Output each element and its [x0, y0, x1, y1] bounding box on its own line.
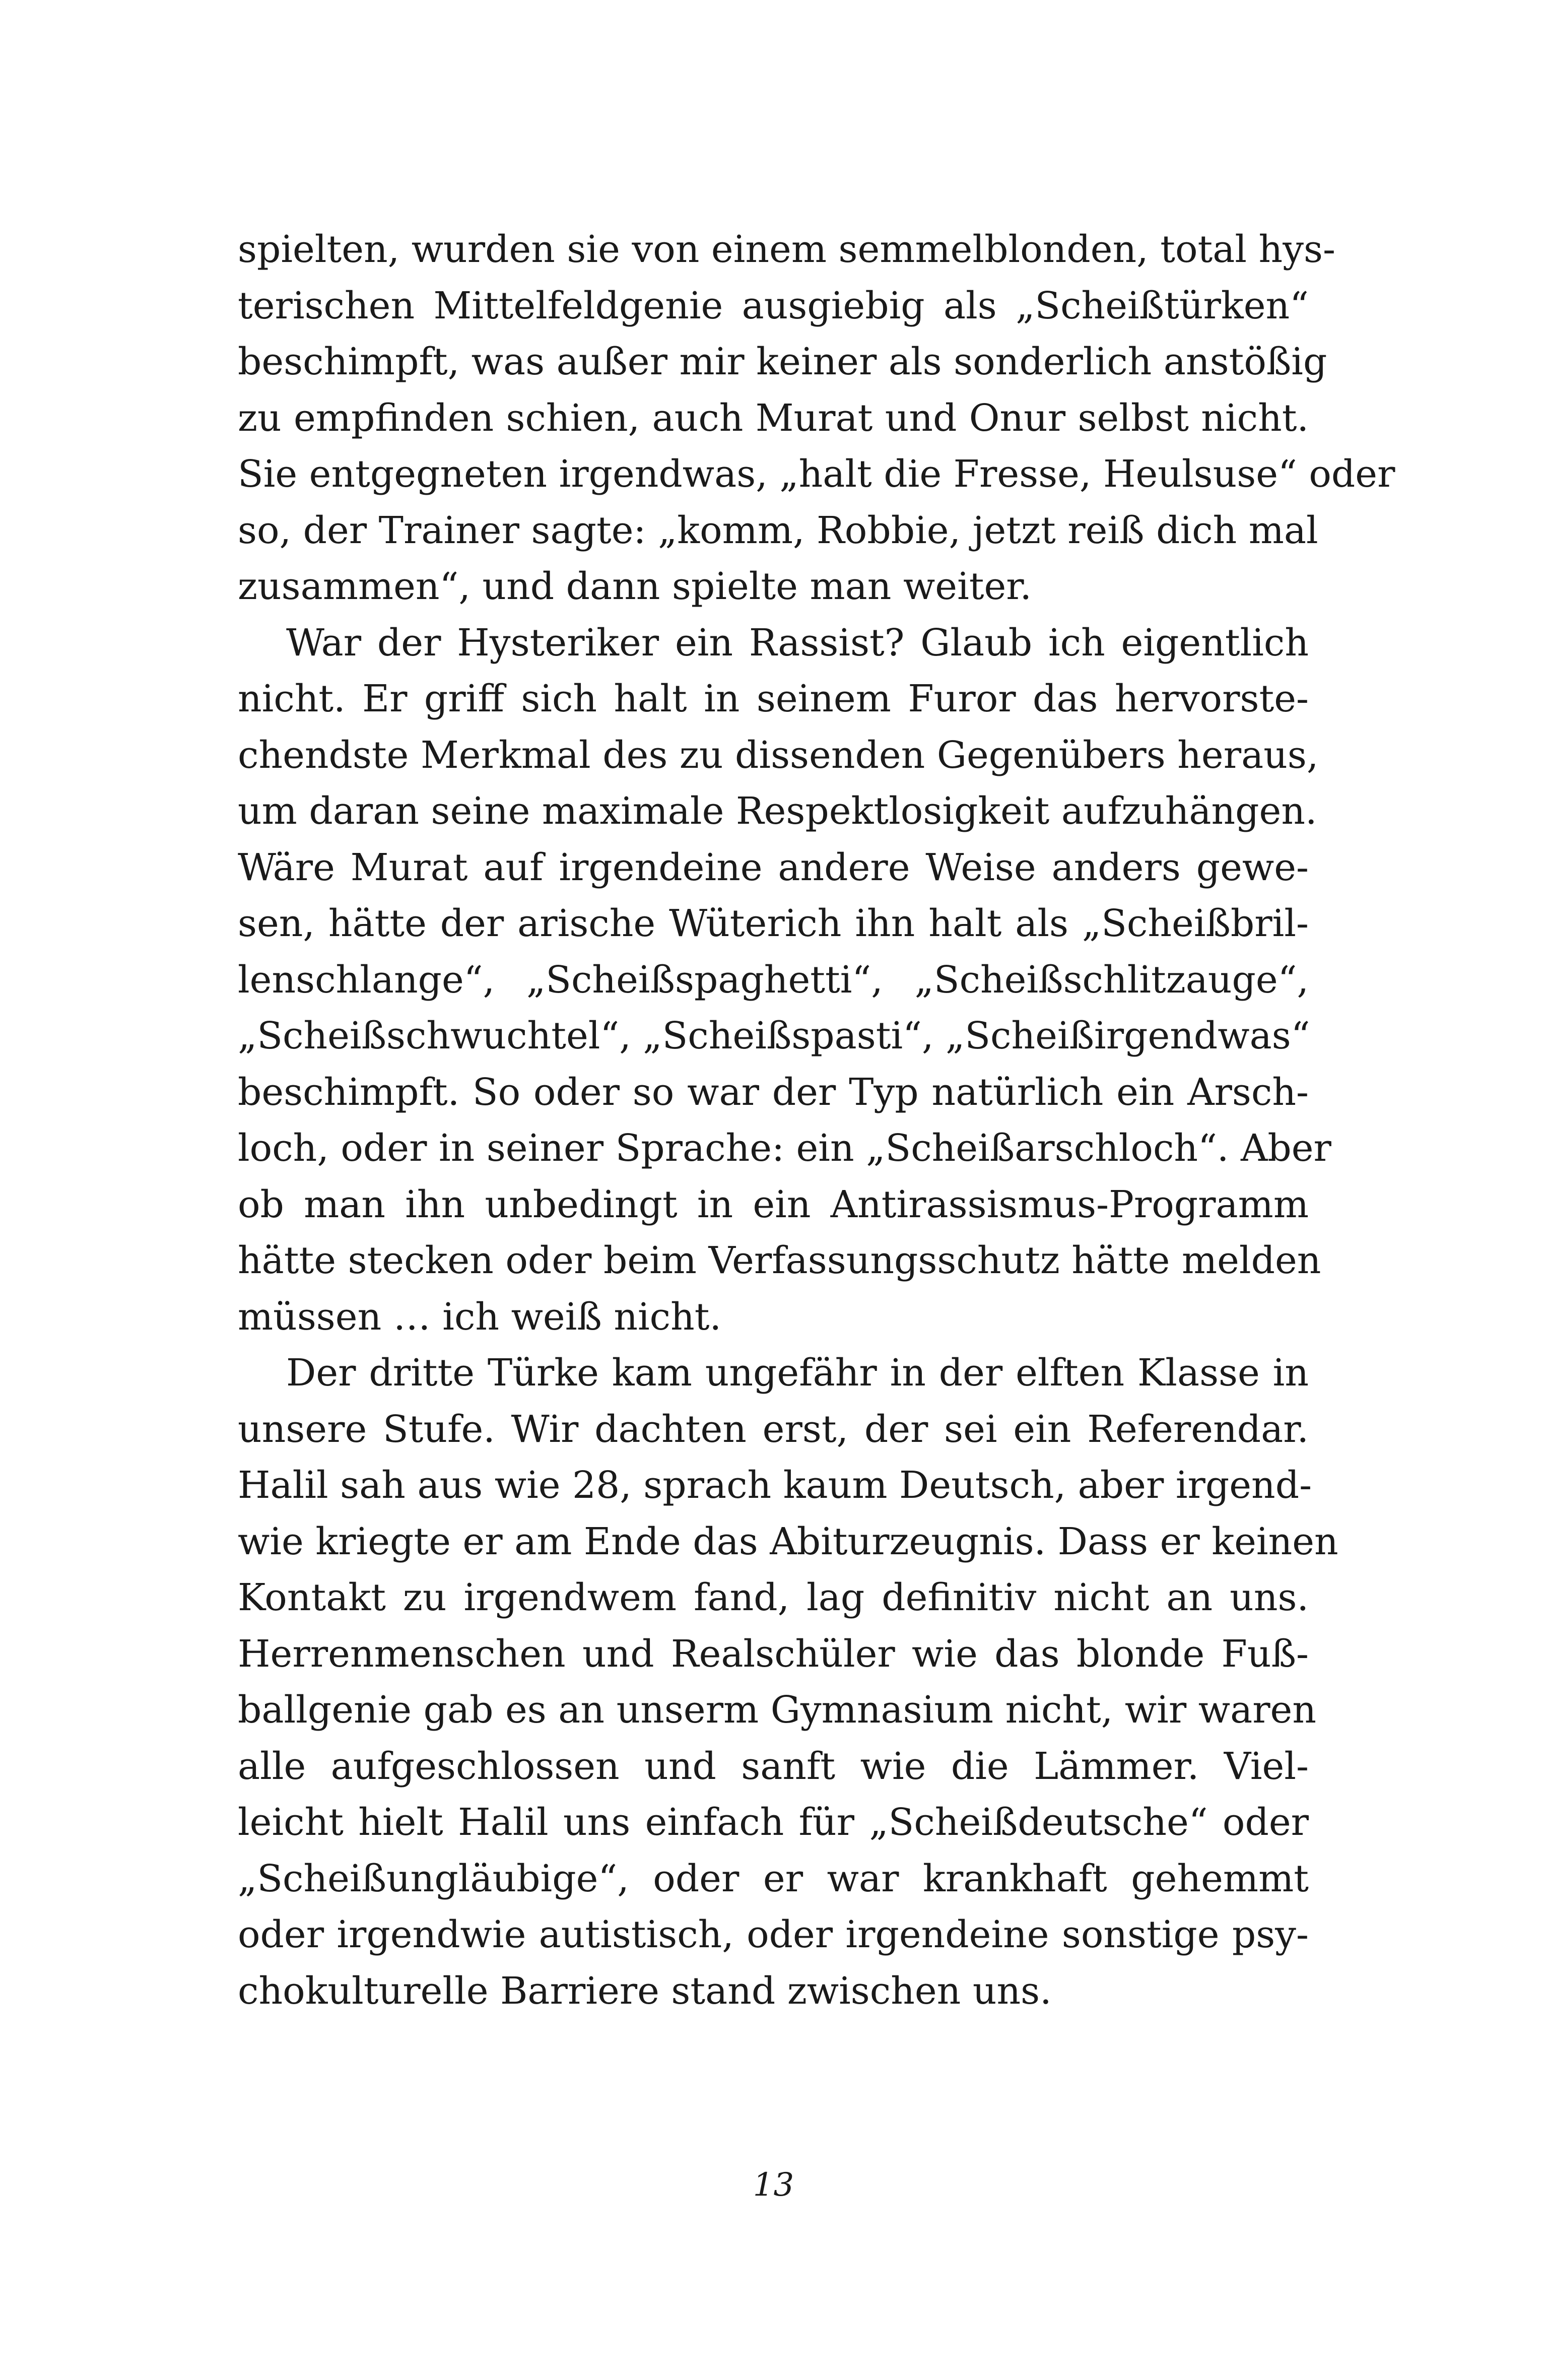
paragraph	[238, 222, 1395, 615]
text-line: zu empfinden schien, auch Murat und Onur selbst nicht.	[238, 396, 1309, 440]
text-line: Kontakt zu irgendwem fand, lag definitiv nicht an uns.	[238, 1576, 1309, 1619]
text-line: zusammen“, und dann spielte man weiter.	[238, 565, 1032, 608]
text-line: ballgenie gab es an unserm Gymnasium nicht, wir waren	[238, 1688, 1317, 1732]
text-line: müssen … ich weiß nicht.	[238, 1295, 722, 1339]
text-line: hätte stecken oder beim Verfassungsschutz hätte melden	[238, 1239, 1321, 1282]
text-line: nicht. Er griff sich halt in seinem Furor das hervorste-	[238, 677, 1309, 720]
text-line: beschimpft, was außer mir keiner als sonderlich anstößig	[238, 340, 1327, 383]
page-number: 13	[753, 2166, 794, 2204]
paragraph	[238, 1345, 1338, 2019]
text-line: lenschlange“, „Scheißspaghetti“, „Scheißschlitzauge“,	[238, 958, 1309, 1002]
text-line: Sie entgegneten irgendwas, „halt die Fresse, Heulsuse“ oder	[238, 452, 1395, 496]
text-line: alle aufgeschlossen und sanft wie die Lämmer. Viel-	[238, 1744, 1309, 1788]
text-line: oder irgendwie autistisch, oder irgendeine sonstige psy-	[238, 1913, 1309, 1956]
text-line: „Scheißschwuchtel“, „Scheißspasti“, „Scheißirgendwas“	[238, 1014, 1310, 1057]
body-text	[238, 222, 1395, 2019]
text-line: leicht hielt Halil uns einfach für „Scheißdeutsche“ oder	[238, 1801, 1309, 1844]
text-line: War der Hysteriker ein Rassist? Glaub ich eigentlich	[286, 621, 1309, 665]
text-line: beschimpft. So oder so war der Typ natürlich ein Arsch-	[238, 1070, 1309, 1114]
text-line: wie kriegte er am Ende das Abiturzeugnis. Dass er keinen	[238, 1519, 1338, 1563]
text-line: chendste Merkmal des zu dissenden Gegenübers heraus,	[238, 733, 1319, 777]
text-line: chokulturelle Barriere stand zwischen uns.	[238, 1969, 1052, 2013]
text-line: so, der Trainer sagte: „komm, Robbie, jetzt reiß dich mal	[238, 508, 1318, 552]
paragraph	[238, 615, 1331, 1346]
text-line: unsere Stufe. Wir dachten erst, der sei ein Referendar.	[238, 1407, 1309, 1451]
text-line: loch, oder in seiner Sprache: ein „Scheißarschloch“. Aber	[238, 1127, 1331, 1170]
text-line: Der dritte Türke kam ungefähr in der elften Klasse in	[286, 1351, 1309, 1395]
text-line: terischen Mittelfeldgenie ausgiebig als „Scheißtürken“	[238, 284, 1309, 327]
text-line: Wäre Murat auf irgendeine andere Weise anders gewe-	[238, 845, 1309, 889]
text-line: ob man ihn unbedingt in ein Antirassismus-Programm	[238, 1182, 1309, 1226]
text-line: sen, hätte der arische Wüterich ihn halt als „Scheißbril-	[238, 902, 1309, 945]
text-line: spielten, wurden sie von einem semmelblonden, total hys-	[238, 228, 1335, 271]
text-line: „Scheißungläubige“, oder er war krankhaft gehemmt	[238, 1857, 1309, 1900]
text-line: Halil sah aus wie 28, sprach kaum Deutsch, aber irgend-	[238, 1464, 1312, 1507]
text-line: um daran seine maximale Respektlosigkeit aufzuhängen.	[238, 789, 1317, 833]
text-line: Herrenmenschen und Realschüler wie das blonde Fuß-	[238, 1632, 1309, 1676]
